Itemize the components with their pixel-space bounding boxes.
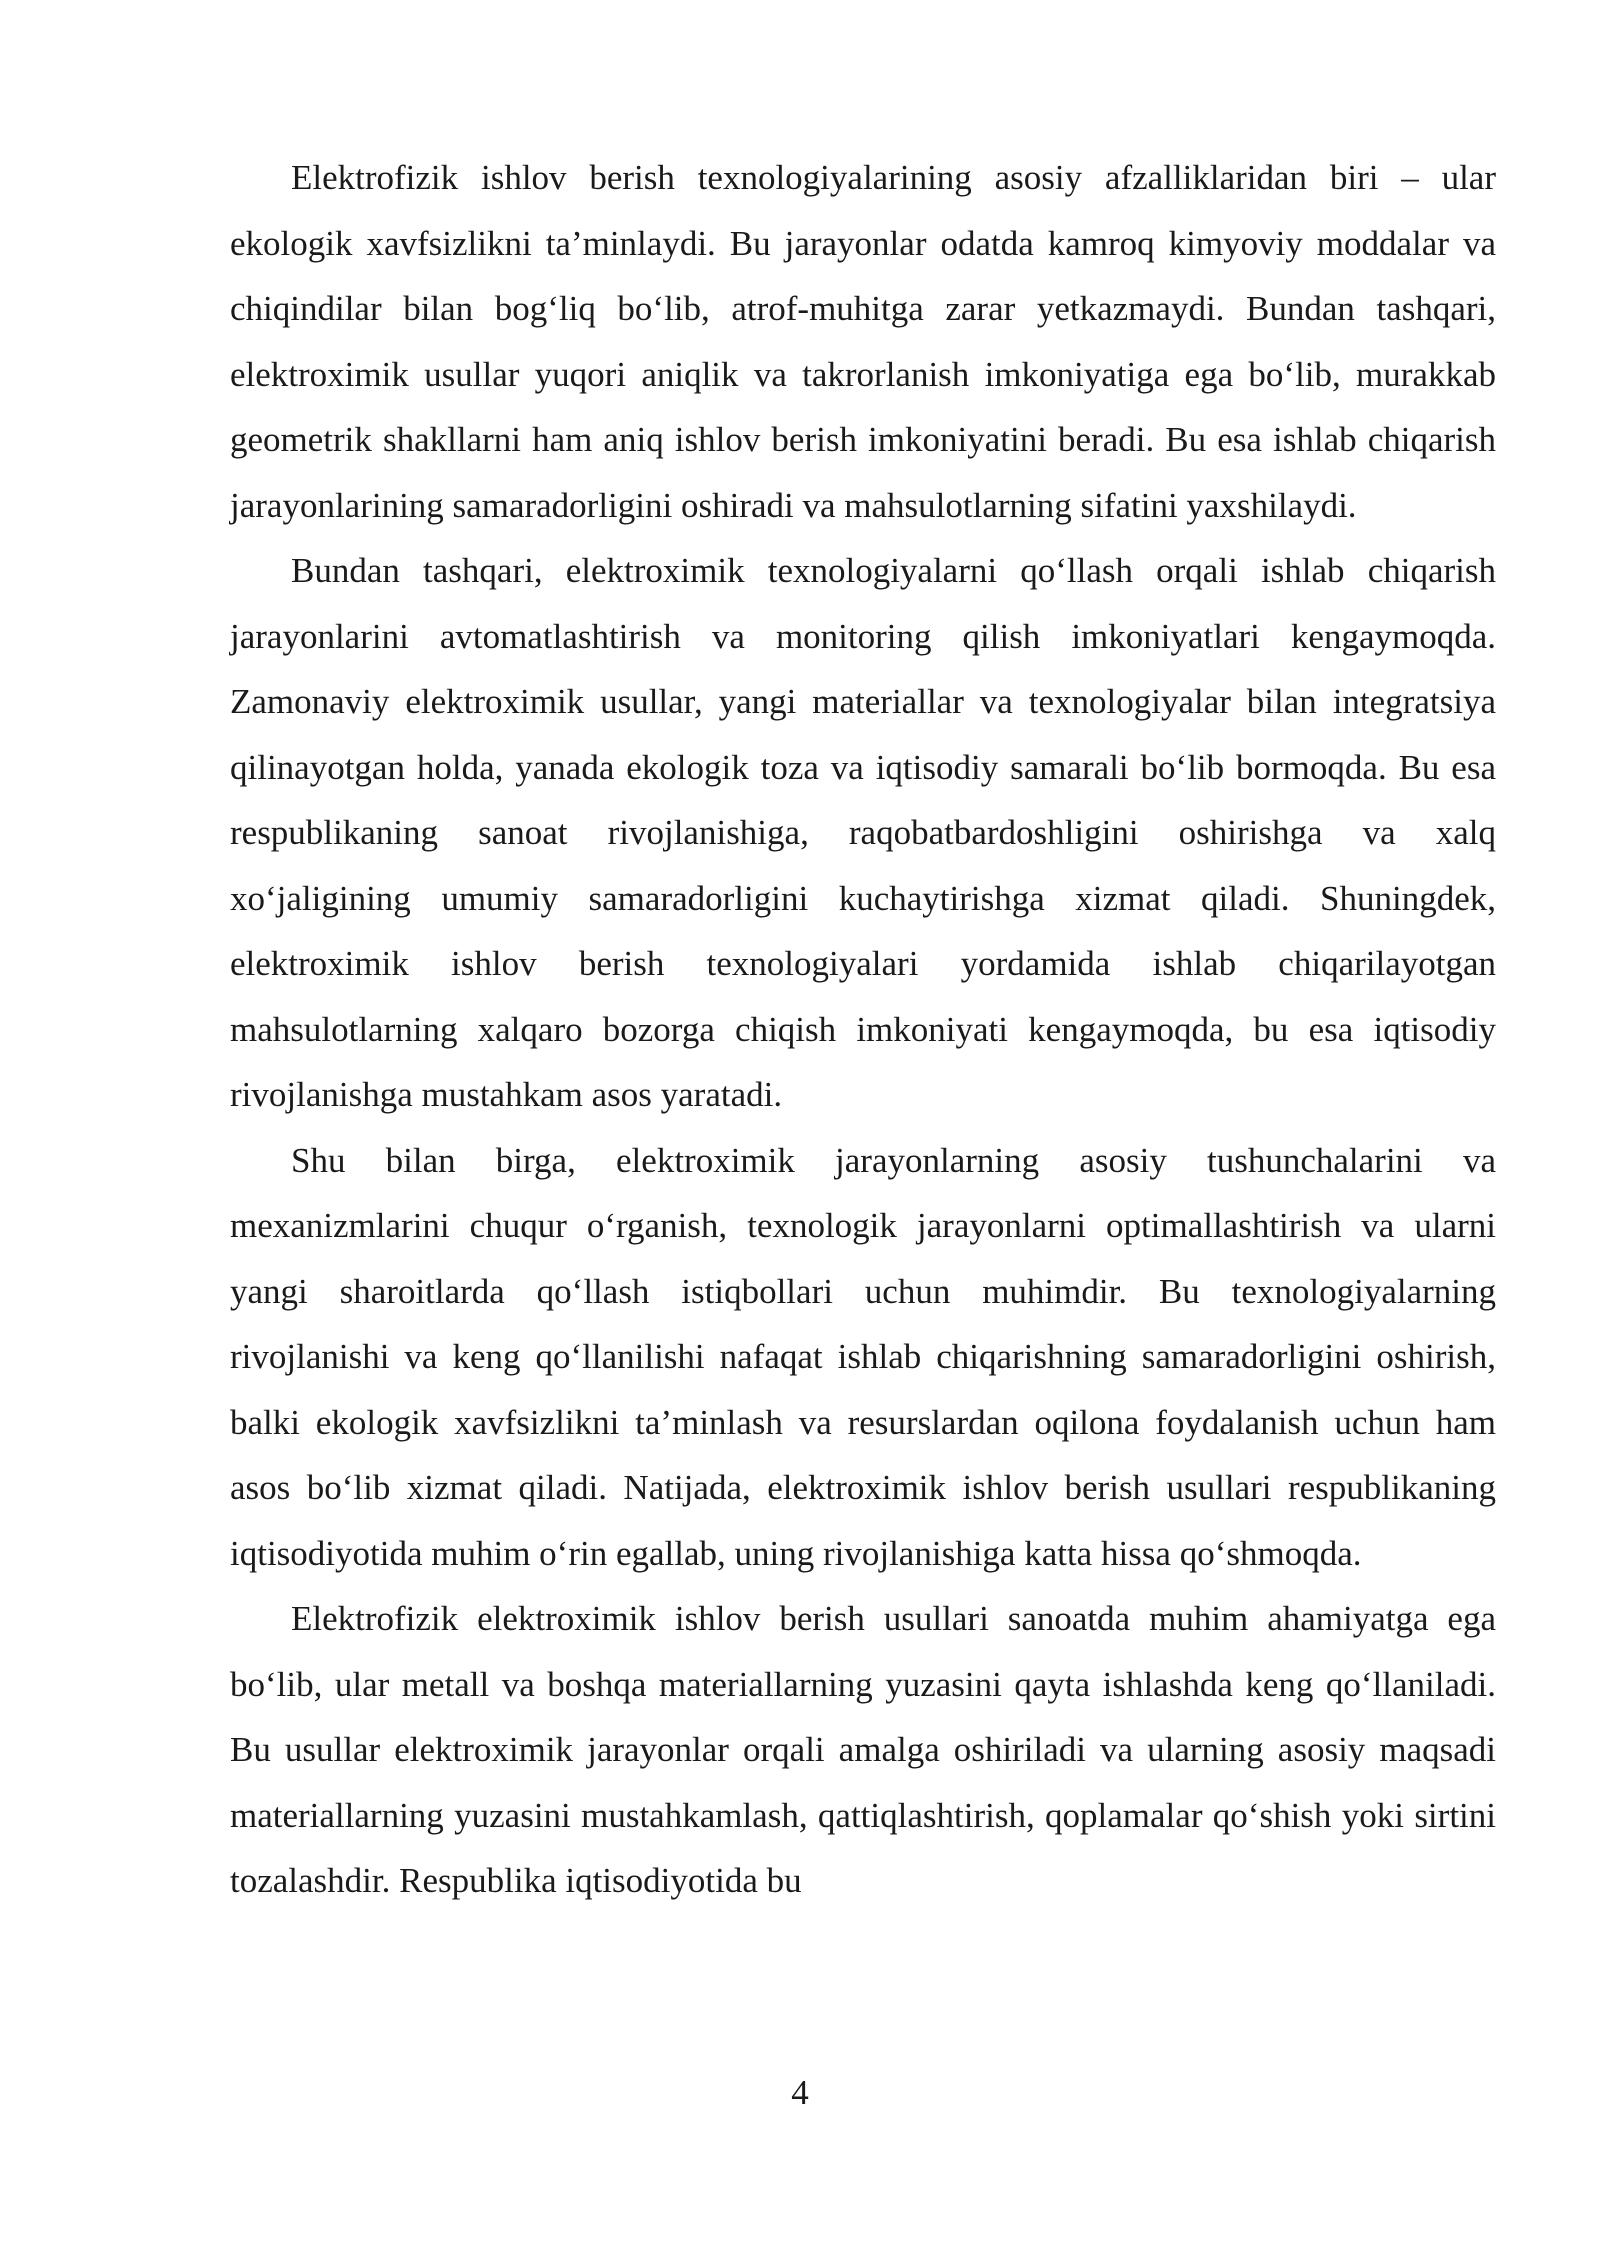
- paragraph-1: Elektrofizik ishlov berish texnologiyalarining asosiy afzalliklaridan biri – ular ekologik xavfsizlikni ta’minlaydi. Bu jarayonlar odatda kamroq kimyoviy moddalar va chiqindilar bilan bog‘liq bo‘lib, atrof-muhitga zarar yetkazmaydi. Bundan tashqari, elektroximik usullar yuqori aniqlik va takrorlanish imkoniyatiga ega bo‘lib, murakkab geometrik shakllarni ham aniq ishlov berish imkoniyatini beradi. Bu esa ishlab chiqarish jarayonlarining samaradorligini oshiradi va mahsulotlarning sifatini yaxshilaydi.: [230, 158, 1496, 525]
- page-body: [230, 145, 1496, 1914]
- page-number: 4: [791, 2073, 809, 2112]
- paragraph-2: Bundan tashqari, elektroximik texnologiyalarni qo‘llash orqali ishlab chiqarish jarayonlarini avtomatlashtirish va monitoring qilish imkoniyatlari kengaymoqda. Zamonaviy elektroximik usullar, yangi materiallar va texnologiyalar bilan integratsiya qilinayotgan holda, yanada ekologik toza va iqtisodiy samarali bo‘lib bormoqda. Bu esa respublikaning sanoat rivojlanishiga, raqobatbardoshligini oshirishga va xalq xo‘jaligining umumiy samaradorligini kuchaytirishga xizmat qiladi. Shuningdek, elektroximik ishlov berish texnologiyalari yordamida ishlab chiqarilayotgan mahsulotlarning xalqaro bozorga chiqish imkoniyati kengaymoqda, bu esa iqtisodiy rivojlanishga mustahkam asos yaratadi.: [230, 551, 1496, 1114]
- paragraph-3: Shu bilan birga, elektroximik jarayonlarning asosiy tushunchalarini va mexanizmlarini chuqur o‘rganish, texnologik jarayonlarni optimallashtirish va ularni yangi sharoitlarda qo‘llash istiqbollari uchun muhimdir. Bu texnologiyalarning rivojlanishi va keng qo‘llanilishi nafaqat ishlab chiqarishning samaradorligini oshirish, balki ekologik xavfsizlikni ta’minlash va resurslardan oqilona foydalanish uchun ham asos bo‘lib xizmat qiladi. Natijada, elektroximik ishlov berish usullari respublikaning iqtisodiyotida muhim o‘rin egallab, uning rivojlanishiga katta hissa qo‘shmoqda.: [230, 1140, 1496, 1573]
- paragraph-4: Elektrofizik elektroximik ishlov berish usullari sanoatda muhim ahamiyatga ega bo‘lib, ular metall va boshqa materiallarning yuzasini qayta ishlashda keng qo‘llaniladi. Bu usullar elektroximik jarayonlar orqali amalga oshiriladi va ularning asosiy maqsadi materiallarning yuzasini mustahkamlash, qattiqlashtirish, qoplamalar qo‘shish yoki sirtini tozalashdir. Respublika iqtisodiyotida bu: [230, 1599, 1496, 1900]
